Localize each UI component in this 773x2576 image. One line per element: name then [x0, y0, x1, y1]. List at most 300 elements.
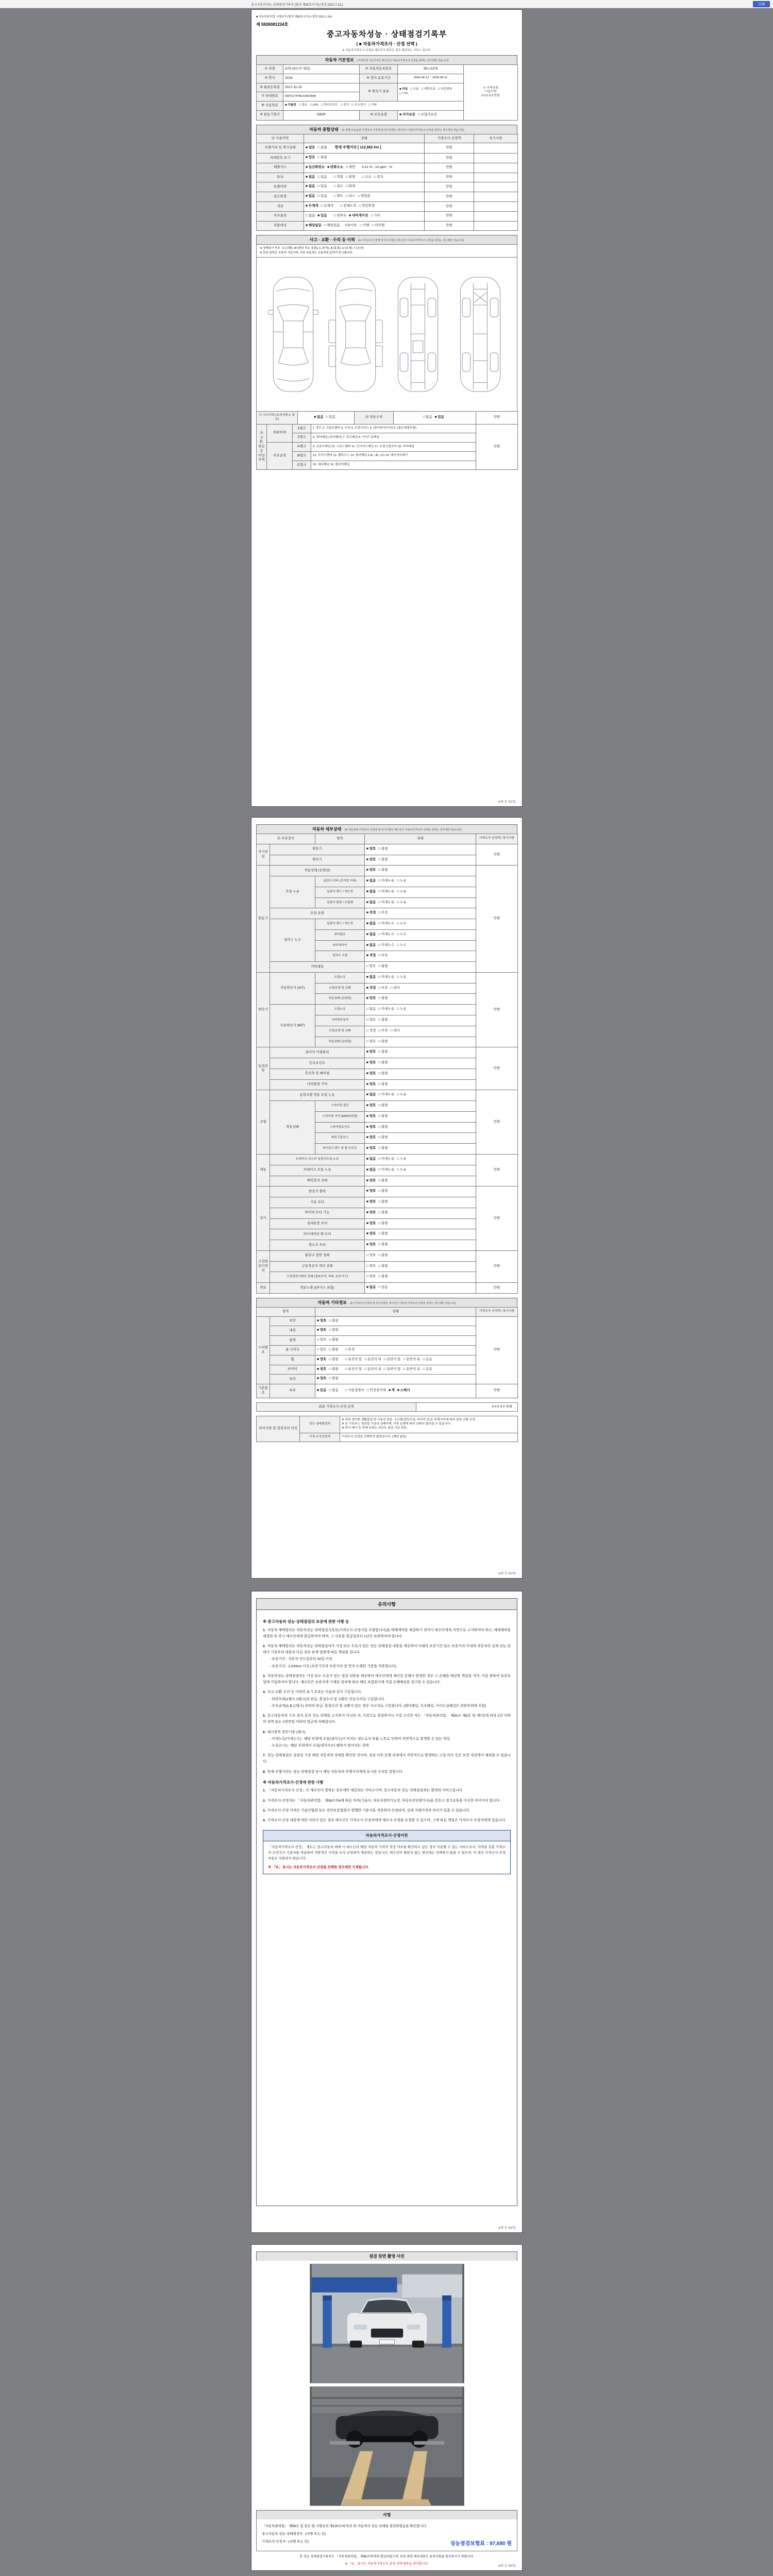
cell-text: 시동 모터: [310, 1200, 324, 1204]
table-cell: [474, 221, 518, 231]
checkbox-option[interactable]: ■ 양호: [366, 1146, 376, 1150]
checkbox-option[interactable]: □ 불량: [378, 1200, 388, 1204]
cell-text: 스티어링 펌프: [330, 1104, 349, 1108]
checkbox-option[interactable]: ■ 적정: [366, 986, 376, 990]
checkbox-option[interactable]: □ 없음: [423, 415, 432, 419]
page-footer-1: (4쪽 중 제1쪽): [498, 801, 516, 804]
section-basic-note: (가격산정 기준가격은 매수인이 자동차가격조사·산정을 원하는 경우에만 적습니다): [357, 59, 449, 62]
notice-item: [263, 1769, 511, 1775]
cell-text: 연료누출 (LP가스 포함): [300, 1285, 334, 1290]
table-cell: [283, 74, 360, 83]
checkbox-option[interactable]: □ 누유: [397, 900, 407, 904]
cell-text: ④ 검사 유효기간: [366, 76, 391, 80]
table-cell: [425, 192, 474, 202]
checkbox-option[interactable]: □ 없음: [306, 213, 315, 217]
cell-line: ※ 본 기록부는 점검일 기준의 상태이며, 이후 운행에 따라 상태가 달라질 수 있습니다.: [342, 1422, 451, 1426]
table-cell: [315, 1336, 476, 1346]
checkbox-option[interactable]: □ 누유: [397, 1167, 407, 1172]
checkbox-option[interactable]: □ 전체도색: [340, 204, 357, 208]
table-cell: [270, 1240, 365, 1251]
checkbox-option[interactable]: □ 불량: [329, 1318, 339, 1323]
cell-text: G70 (4도어 세단): [285, 67, 310, 71]
checkbox-option[interactable]: ■ 양호: [366, 1082, 376, 1086]
checkbox-option[interactable]: □ 기타: [399, 92, 408, 95]
checkbox-option[interactable]: □ 불량: [378, 1221, 388, 1225]
notice-item-number: 8.: [263, 1770, 266, 1774]
cell-text: 15. 대쉬패널 16. 플로어패널: [313, 463, 350, 467]
checkbox-option[interactable]: □ 불량: [378, 1104, 388, 1108]
pricing-item-list: [263, 1788, 511, 1824]
checkbox-option[interactable]: □ 불량: [329, 1377, 339, 1381]
checkbox-option[interactable]: ■ 양호: [366, 1125, 376, 1129]
checkbox-option[interactable]: ■ 양호: [366, 857, 376, 861]
checkbox-option[interactable]: □ 불량: [329, 1338, 339, 1342]
cell-text: 만원: [493, 1066, 500, 1070]
cell-text: 실린더 커버 (로커암 커버): [323, 879, 357, 883]
table-cell: [293, 424, 311, 433]
checkbox-option[interactable]: □ 부족: [378, 1028, 388, 1032]
notice-item: [263, 1798, 511, 1804]
checkbox-option[interactable]: ■ 적정: [366, 954, 376, 958]
checkbox-option[interactable]: ■ 없음: [366, 943, 376, 947]
table-cell: [270, 1218, 365, 1229]
checkbox-option[interactable]: □ 양호: [366, 1018, 376, 1022]
checkbox-option[interactable]: ■ 없음: [366, 1093, 376, 1097]
checkbox-option[interactable]: □ 장치: [374, 175, 383, 179]
checkbox-option[interactable]: □ 수동: [410, 87, 419, 91]
table-cell: [315, 876, 365, 887]
checkbox-option[interactable]: □ 불량: [378, 1178, 388, 1182]
cell-text: ⑧ 사용연료: [261, 104, 278, 108]
checkbox-option[interactable]: ■ 양호: [366, 1178, 376, 1182]
checkbox-option[interactable]: □ 부족: [378, 954, 388, 958]
checkbox-option[interactable]: □ 불량: [378, 1061, 388, 1065]
table-cell: [365, 929, 476, 940]
notice-body: [257, 1610, 517, 1879]
checkbox-option[interactable]: □ 있음: [378, 1285, 388, 1290]
checkbox-option[interactable]: □ 미세누유: [378, 879, 395, 883]
checkbox-option[interactable]: □ 불량: [378, 1253, 388, 1257]
table-cell: [304, 163, 425, 173]
checkbox-option[interactable]: □ 미세누수: [378, 943, 395, 947]
table-cell: [270, 1058, 365, 1069]
cell-text: 배력장치 상태: [307, 1179, 328, 1182]
notice-item-number: 7.: [263, 1754, 266, 1758]
checkbox-option[interactable]: □ 기타: [371, 213, 380, 217]
doc-subtitle: ( ■ 자동차가격조사 · 산정 선택 ): [356, 41, 417, 46]
table-cell: [270, 1375, 315, 1384]
checkbox-option[interactable]: □ 미세누유: [378, 1007, 395, 1011]
checkbox-option[interactable]: □ 양호: [366, 964, 376, 969]
section-photos-title: 점검 장면 촬영 사진: [369, 2254, 405, 2259]
checkbox-option[interactable]: □ 불량: [378, 1232, 388, 1236]
checkbox-option[interactable]: □ 있음: [317, 175, 327, 179]
checkbox-option[interactable]: □ 이행: [360, 223, 369, 227]
cell-line: ※ 외판 경미한 생활흠집 및 사용감 있음. 소모품(엔진오일, 타이어 등)은 주행거리에 따라 점검·교환 요망.: [342, 1418, 476, 1422]
table-cell: [293, 461, 311, 470]
checkbox-option[interactable]: ■ 양호: [317, 1377, 327, 1381]
checkbox-option[interactable]: □ 불량: [378, 1114, 388, 1118]
table-cell: [360, 74, 398, 83]
checkbox-option[interactable]: □ 미세누유: [378, 1093, 395, 1097]
car-diagram-exterior-panels: [328, 265, 383, 404]
checkbox-option[interactable]: □ 적정: [366, 1028, 376, 1032]
cell-text: 윈도우 모터: [308, 1243, 326, 1247]
table-cell: [476, 1316, 518, 1384]
cell-text: 브레이크 오일 누유: [303, 1168, 331, 1172]
checkbox-option[interactable]: ■ 양호: [306, 156, 315, 160]
checkbox-option[interactable]: □ 불량: [378, 1018, 388, 1022]
checkbox-option[interactable]: □ 누유: [397, 1007, 407, 1011]
checkbox-option[interactable]: □ 불량: [378, 1146, 388, 1150]
checkbox-option[interactable]: □ 전기: [341, 104, 349, 107]
checkbox-option[interactable]: □ 렌트: [333, 194, 343, 198]
checkbox-option[interactable]: ■ 양호: [366, 846, 376, 851]
table-cell: [257, 1090, 270, 1155]
table-cell: [270, 1208, 365, 1218]
table-cell: [270, 1176, 365, 1187]
checkbox-option[interactable]: □ 운전석 앞: [345, 1357, 362, 1361]
cell-text: 만원: [493, 1264, 500, 1268]
checkbox-option[interactable]: ■ 있음: [317, 1388, 327, 1392]
table-cell: [257, 110, 283, 120]
table-cell: [365, 1261, 476, 1272]
checkbox-option[interactable]: □ 불량: [378, 1071, 388, 1075]
table-cell: [398, 110, 464, 120]
checkbox-option[interactable]: □ 불량: [329, 1357, 339, 1361]
checkbox-option[interactable]: □ 미세누유: [378, 889, 395, 893]
checkbox-option[interactable]: □ 불량: [378, 1136, 388, 1140]
checkbox-option[interactable]: ■ 양호: [366, 996, 376, 1001]
checkbox-option[interactable]: ■ 스패너: [397, 1388, 410, 1392]
checkbox-option[interactable]: ■ 양호: [366, 1243, 376, 1247]
checkbox-option[interactable]: □ 있음: [317, 194, 327, 198]
checkbox-option[interactable]: □ 동반석 앞: [383, 1367, 401, 1371]
checkbox-option[interactable]: ■ 양호: [366, 1104, 376, 1108]
basic-info-table: [256, 64, 518, 121]
checkbox-option[interactable]: □ 누유: [397, 975, 407, 979]
section-etc-header: [256, 1298, 517, 1307]
checkbox-option[interactable]: ■ 양호: [317, 1357, 327, 1361]
checkbox-option[interactable]: □ 응급: [423, 1367, 432, 1371]
checkbox-option[interactable]: ■ 없음: [306, 194, 315, 198]
checkbox-option[interactable]: ■ 적정: [366, 911, 376, 915]
checkbox-option[interactable]: □ 하이브리드: [321, 104, 339, 107]
checkbox-option[interactable]: □ 해당있음: [324, 223, 340, 227]
checkbox-option[interactable]: ■ 가솔린: [285, 104, 296, 107]
checkbox-option[interactable]: □ 있음: [317, 184, 327, 189]
checkbox-option[interactable]: □ 적법: [333, 175, 343, 179]
table-cell: [476, 1384, 518, 1398]
checkbox-option[interactable]: □ 불량: [317, 156, 327, 160]
checkbox-option[interactable]: □ 안전삼각대: [366, 1388, 386, 1392]
cell-text: 변속기: [312, 858, 322, 862]
checkbox-option[interactable]: □ 불량: [378, 1210, 388, 1214]
checkbox-option[interactable]: □ 불량: [378, 1264, 388, 1268]
checkbox-option[interactable]: □ 미세누수: [378, 932, 395, 936]
checkbox-option[interactable]: ■ 양호: [366, 1232, 376, 1236]
checkbox-option[interactable]: □ 없음: [366, 1007, 376, 1011]
checkbox-option[interactable]: ■ 없음: [366, 1157, 376, 1161]
checkbox-option[interactable]: □ 미세누유: [378, 1157, 395, 1161]
notice-item: [263, 1673, 511, 1686]
checkbox-option[interactable]: □ 운전석 뒤: [364, 1367, 381, 1371]
checkbox-option[interactable]: ■ 일산화탄소: [306, 165, 325, 169]
cell-text: 2017-11-15: [285, 85, 302, 89]
table-cell: [283, 65, 360, 74]
checkbox-option[interactable]: ■ 양호: [366, 1114, 376, 1118]
checkbox-option[interactable]: □ 없음: [329, 1388, 339, 1392]
checkbox-option[interactable]: ■ 없음: [366, 889, 376, 893]
notice-heading-2: ※ 자동차가격조사·산정에 관한 사항: [263, 1780, 324, 1785]
table-cell: [365, 1090, 476, 1101]
checkbox-option[interactable]: □ 불량: [378, 1125, 388, 1129]
checkbox-option[interactable]: □ 불량: [378, 1039, 388, 1043]
cell-text: 만원: [493, 1120, 500, 1124]
table-cell: [304, 192, 425, 202]
table-cell: [474, 134, 518, 143]
checkbox-option[interactable]: ■ 없음: [366, 1167, 376, 1172]
checkbox-option[interactable]: ■ 탄화수소: [327, 165, 343, 169]
checkbox-option[interactable]: □ 부족: [378, 911, 388, 915]
cell-extra-text: 0.21 % , 12 ppm , %: [362, 165, 392, 169]
page-footer-2: (4쪽 중 제2쪽): [498, 1572, 516, 1575]
notice-item-text: 가격조사·산정 내용에 대한 이의가 있는 경우 매수인은 가격조사·산정자에게 재조사·산정을 요청할 수 있으며, 그에 따른 책임은 가격조사·산정자에게 있습니다.: [267, 1819, 506, 1823]
checkbox-option[interactable]: □ 경유: [298, 104, 308, 107]
checkbox-option[interactable]: □ 누수: [397, 922, 407, 926]
checkbox-option[interactable]: ■ 해당없음: [306, 223, 322, 227]
table-cell: [304, 134, 425, 143]
checkbox-option[interactable]: ■ 없음: [366, 922, 376, 926]
checkbox-option[interactable]: ■ 양호: [366, 1200, 376, 1204]
checkbox-option[interactable]: □ 구조: [362, 175, 372, 179]
checkbox-option[interactable]: □ 운전석 뒤: [364, 1357, 381, 1361]
checkbox-option[interactable]: ■ 양호: [366, 1071, 376, 1075]
checkbox-option[interactable]: □ 양호: [366, 1039, 376, 1043]
checkbox-option[interactable]: □ 수소전기: [351, 104, 366, 107]
table-cell: [365, 1037, 476, 1047]
cell-text: 자기진단: [258, 850, 268, 859]
checkbox-option[interactable]: □ LPG: [310, 104, 318, 107]
checkbox-option[interactable]: □ 불량: [329, 1367, 339, 1371]
footer-check-note: ※ 「Ⅴ」 표시는 자동차가격조사·산정 선택 항목을 의미합니다.: [345, 2563, 429, 2566]
table-cell: [270, 855, 365, 866]
checkbox-option[interactable]: □ 불량: [329, 1347, 339, 1351]
checkbox-option[interactable]: ■ 없음: [366, 879, 376, 883]
checkbox-option[interactable]: □ 불량: [378, 857, 388, 861]
checkbox-option[interactable]: ■ 양호: [366, 1189, 376, 1193]
checkbox-option[interactable]: ■ 양호: [317, 1318, 327, 1323]
checkbox-option[interactable]: □ 유채색: [321, 204, 334, 208]
checkbox-option[interactable]: ■ 양호: [366, 1061, 376, 1065]
checkbox-option[interactable]: □ 미세누수: [378, 922, 395, 926]
checkbox-option[interactable]: □ 화재: [345, 184, 356, 189]
checkbox-option[interactable]: ■ 양호: [317, 1367, 327, 1371]
checkbox-option[interactable]: □ 불량: [378, 846, 388, 851]
checkbox-option[interactable]: ■ 없음: [306, 175, 315, 179]
checkbox-option[interactable]: □ 동반석 뒤: [403, 1357, 421, 1361]
pricing-info-title: 자동차가격조사·산정이란: [263, 1831, 510, 1841]
checkbox-option[interactable]: □ 불량: [378, 964, 388, 969]
cell-text: 상태: [417, 837, 424, 840]
cell-text: 리콜대상: [273, 224, 287, 228]
checkbox-option[interactable]: □ 누유: [397, 1157, 407, 1161]
checkbox-option[interactable]: □ 매연: [346, 165, 356, 169]
table-cell: [474, 192, 518, 202]
section-etc-note: (※ 가격조사·산정액 및 특기사항은 매수인이 자동차가격조사·산정을 원하는 경우에만 적습니다): [350, 1301, 456, 1305]
table-cell: [270, 919, 315, 962]
checkbox-option[interactable]: □ 누수: [397, 932, 407, 936]
table-cell: [476, 844, 518, 866]
notice-item-number: 2.: [263, 1799, 266, 1803]
cell-text: 수리필요: [258, 1346, 268, 1354]
section-detail-note: (※ 작동상태·가격조사·산정액 및 특기사항은 매수인이 자동차가격조사·산정을 원하는 경우에만 적습니다): [344, 828, 462, 832]
checkbox-option[interactable]: □ 흔적: [345, 1347, 355, 1351]
checkbox-option[interactable]: □ 보험사보증: [417, 112, 437, 116]
table-cell: [270, 1326, 315, 1336]
checkbox-option[interactable]: □ 불량: [378, 1243, 388, 1247]
accident-legend-line1: ※ 상태표시 부호 : X (교환), W (판금 또는 용접), C (부식), A (흠집), U (요철), T (손상): [260, 247, 364, 250]
checkbox-option[interactable]: □ 불량: [378, 1082, 388, 1086]
checkbox-option[interactable]: □ 양호: [366, 1264, 376, 1268]
checkbox-option[interactable]: ■ 네비게이션: [349, 213, 368, 217]
checkbox-option[interactable]: □ 불법: [345, 175, 356, 179]
checkbox-option[interactable]: ■ 양호: [366, 1221, 376, 1225]
checkbox-option[interactable]: □ 리스: [345, 194, 356, 198]
checkbox-option[interactable]: ■ 없음: [366, 900, 376, 904]
cell-text: 주행거리 및 계기상태: [264, 146, 296, 150]
cell-text: 룸 크리닝: [285, 1348, 299, 1352]
checkbox-option[interactable]: □ 불량: [378, 996, 388, 1001]
table-cell: [270, 876, 315, 908]
checkbox-option[interactable]: ■ 자가보증: [399, 112, 415, 116]
checkbox-option[interactable]: □ 미이행: [372, 223, 385, 227]
checkbox-option[interactable]: □ 미세누유: [378, 900, 395, 904]
checkbox-option[interactable]: ■ 없음: [366, 932, 376, 936]
table-cell: [257, 1250, 270, 1282]
table-cell: [476, 972, 518, 1047]
cell-text: 만원: [446, 214, 452, 218]
checkbox-option[interactable]: □ 영업용: [358, 194, 371, 198]
table-cell: [270, 1090, 365, 1101]
cell-text: 만원: [493, 917, 500, 921]
checkbox-option[interactable]: □ 불량: [317, 146, 327, 150]
checkbox-option[interactable]: □ 기타: [368, 104, 377, 107]
checkbox-option[interactable]: □ 양호: [366, 1253, 376, 1257]
checkbox-option[interactable]: □ 사용설명서: [345, 1388, 364, 1392]
checkbox-option[interactable]: □ 미세누유: [378, 975, 395, 979]
checkbox-option[interactable]: □ 응급: [423, 1357, 432, 1361]
table-cell: [398, 74, 464, 83]
checkbox-option[interactable]: ■ 양호: [317, 1328, 327, 1332]
print-button[interactable]: 인쇄: [753, 1, 770, 7]
cell-text: 만원: [446, 204, 452, 208]
table-cell: [257, 74, 283, 83]
checkbox-option[interactable]: ■ 양호: [366, 1050, 376, 1054]
checkbox-option[interactable]: □ 부족: [378, 986, 388, 990]
cell-text: 커먼레일: [310, 964, 324, 969]
checkbox-option[interactable]: ■ 양호: [366, 868, 376, 872]
checkbox-option[interactable]: □ 누수: [397, 943, 407, 947]
checkbox-option[interactable]: □ 누유: [397, 879, 407, 883]
checkbox-option[interactable]: □ 양호: [317, 1338, 327, 1342]
checkbox-option[interactable]: □ 과다: [390, 986, 400, 990]
checkbox-option[interactable]: □ 침수: [333, 184, 343, 189]
notice-item: [263, 1643, 511, 1670]
checkbox-option[interactable]: □ 동반석 앞: [383, 1357, 401, 1361]
checkbox-option[interactable]: ■ 잭: [388, 1388, 395, 1392]
checkbox-option[interactable]: □ 불량: [378, 1189, 388, 1193]
checkbox-option[interactable]: ■ 있음: [434, 415, 444, 419]
checkbox-option[interactable]: ■ 양호: [366, 1136, 376, 1140]
table-cell: [425, 211, 474, 221]
pricing-info-note: ※ 「Ⅴ」 표시는 자동차가격조사·산정을 선택한 경우에만 기재됩니다.: [268, 1866, 369, 1870]
table-cell: [315, 951, 365, 962]
cell-text: 원동기: [258, 917, 268, 921]
cell-text: 스티어링조인트: [329, 1125, 350, 1129]
checkbox-option[interactable]: □ 동반석 뒤: [403, 1367, 421, 1371]
checkbox-option[interactable]: ■ 있음: [317, 213, 327, 217]
table-cell: [315, 1101, 365, 1112]
checkbox-option[interactable]: □ 세미오토: [421, 87, 436, 91]
checkbox-option[interactable]: □ 누유: [397, 1093, 407, 1097]
table-cell: [257, 1187, 270, 1251]
checkbox-option[interactable]: □ 미세누유: [378, 1167, 395, 1172]
checkbox-option[interactable]: □ 불량: [378, 1275, 388, 1279]
table-cell: [267, 443, 293, 470]
checkbox-option[interactable]: □ 불량: [329, 1328, 339, 1332]
checkbox-option[interactable]: ■ 양호: [306, 146, 315, 150]
checkbox-option[interactable]: □ 양호: [317, 1347, 327, 1351]
checkbox-option[interactable]: ■ 없음: [366, 975, 376, 979]
page-2: [251, 817, 523, 1579]
page-3: [251, 1591, 523, 2233]
table-cell: [365, 951, 476, 962]
checkbox-option[interactable]: □ 색상변경: [359, 204, 375, 208]
cell-text: 튜닝: [277, 175, 283, 179]
checkbox-option[interactable]: □ 운전석 앞: [345, 1367, 362, 1371]
table-cell: [476, 1283, 518, 1294]
table-cell: [270, 1229, 365, 1240]
table-cell: [257, 173, 304, 182]
table-cell: [365, 1144, 476, 1155]
cell-text: 광택: [289, 1338, 296, 1342]
checkbox-option[interactable]: ■ 양호: [366, 1210, 376, 1214]
checkbox-option[interactable]: ■ 없음: [314, 415, 324, 419]
checkbox-option[interactable]: ■ 무채색: [306, 204, 318, 208]
checkbox-option[interactable]: ■ 없음: [306, 184, 315, 189]
cell-text: 12. 사이드멤버 13. 휠하우스 14. 필러패널 (□A, □B, □C) 19. 패키지트레이: [313, 454, 408, 457]
table-cell: [476, 1250, 518, 1282]
table-cell: [365, 972, 476, 983]
checkbox-option[interactable]: □ 누유: [397, 889, 407, 893]
cell-text: 라디에이터 팬 모터: [303, 1232, 331, 1236]
checkbox-option[interactable]: ■ 없음: [366, 1285, 376, 1290]
checkbox-option[interactable]: □ 썬루프: [333, 213, 347, 217]
checkbox-option[interactable]: □ 양호: [366, 1275, 376, 1279]
cell-text: 만원: [446, 194, 452, 198]
checkbox-option[interactable]: □ 불량: [378, 1050, 388, 1054]
checkbox-option[interactable]: □ 있음: [326, 415, 335, 419]
table-cell: [365, 897, 476, 908]
checkbox-option[interactable]: □ 불량: [378, 868, 388, 872]
checkbox-option[interactable]: □ 과다: [390, 1028, 400, 1032]
checkbox-option[interactable]: □ 무단변속: [438, 87, 452, 91]
checkbox-option[interactable]: ■ 자동: [399, 87, 408, 91]
table-cell: [315, 887, 365, 897]
table-cell: [270, 1047, 365, 1058]
notice-item-number: 1.: [263, 1628, 266, 1632]
